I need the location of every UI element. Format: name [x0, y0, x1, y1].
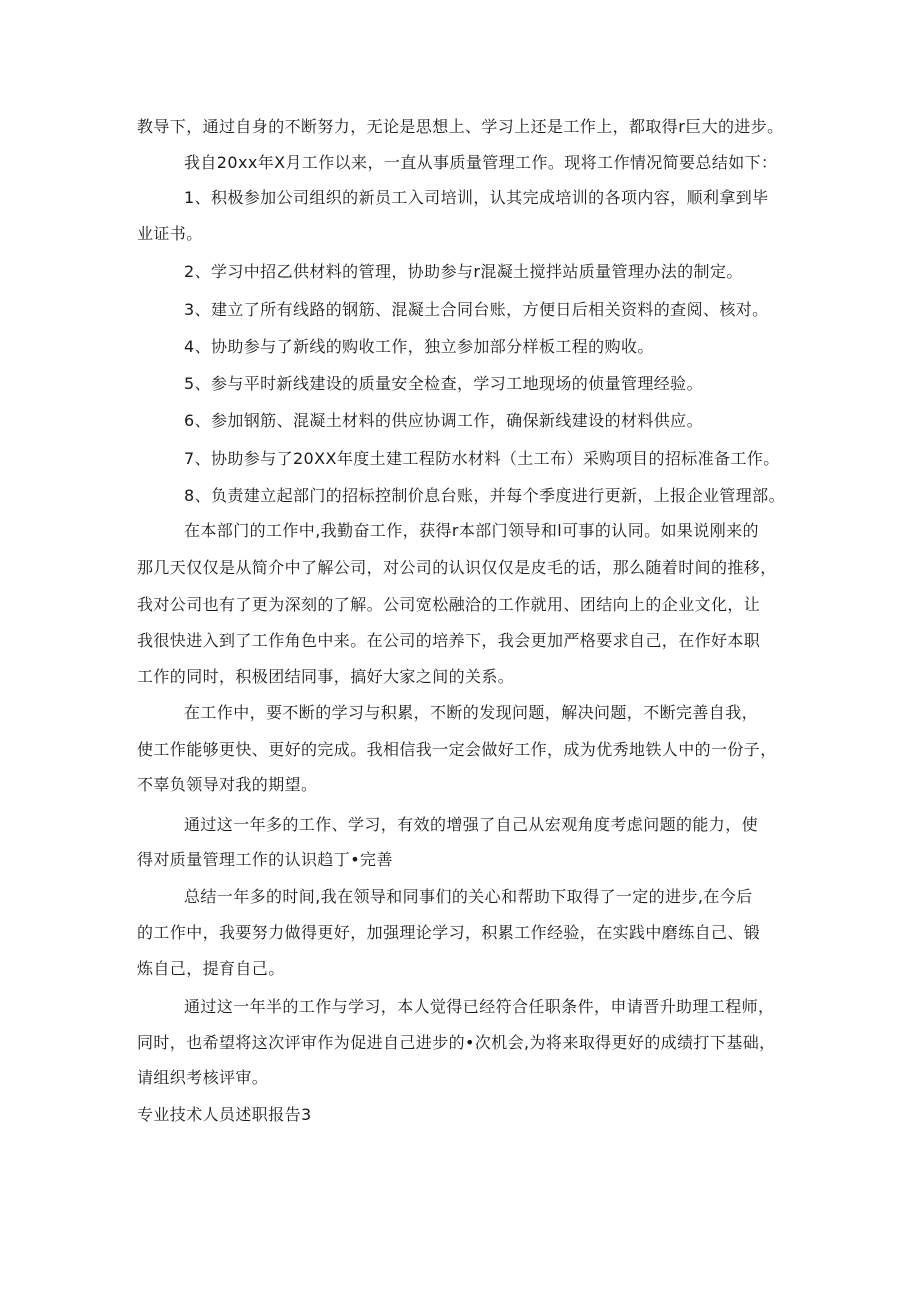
text-line: 2、学习中招乙供材料的管理，协助参与r混凝土搅拌站质量管理办法的制定。 — [184, 262, 743, 281]
text-line: 通过这一年半的工作与学习，本人觉得已经符合任职条件，申请晋升助理工程师， — [184, 997, 775, 1016]
text-line: 在本部门的工作中,我勤奋工作，获得r本部门领导和l可事的认同。如果说刚来的 — [184, 521, 759, 540]
text-line: 同时，也希望将这次评审作为促进自己进步的•次机会,为将来取得更好的成绩打下基础， — [137, 1033, 776, 1052]
text-line: 1、积极参加公司组织的新员工入司培训，认其完成培训的各项内容，顺利拿到毕 — [184, 188, 769, 207]
text-line: 6、参加钢筋、混凝土材料的供应协调工作，确保新线建设的材料供应。 — [184, 411, 703, 430]
text-line: 业证书。 — [137, 224, 203, 243]
text-line: 7、协助参与了20XX年度土建工程防水材料（土工布）采购项目的招标准备工作。 — [184, 449, 780, 468]
text-line: 8、负责建立起部门的招标控制价息台账，并每个季度进行更新，上报企业管理部。 — [184, 486, 785, 505]
text-line: 那几天仅仅是从简介中了解公司，对公司的认识仅仅是皮毛的话，那么随着时间的推移， — [137, 558, 777, 577]
text-line: 总结一年多的时间,我在领导和同事们的关心和帮助下取得了一定的进步,在今后 — [184, 887, 753, 906]
text-line: 我自20xx年X月工作以来，一直从事质量管理工作。现将工作情况简要总结如下： — [184, 153, 778, 172]
section-heading: 专业技术人员述职报告3 — [137, 1105, 312, 1124]
text-line: 教导下，通过自身的不断努力，无论是思想上、学习上还是工作上，都取得r巨大的进步。 — [137, 117, 784, 136]
text-line: 3、建立了所有线路的钢筋、混凝土合同台账，方便日后相关资料的查阅、核对。 — [184, 300, 769, 319]
text-line: 的工作中，我要努力做得更好，加强理论学习，积累工作经验，在实践中磨练自己、锻 — [137, 923, 761, 942]
text-line: 在工作中，要不断的学习与积累，不断的发现问题，解决问题，不断完善自我， — [184, 703, 759, 722]
text-line: 得对质量管理工作的认识趋丁•完善 — [137, 850, 393, 869]
text-line: 使工作能够更快、更好的完成。我相信我一定会做好工作，成为优秀地铁人中的一份子， — [137, 740, 777, 759]
text-line: 通过这一年多的工作、学习，有效的增强了自己从宏观角度考虑问题的能力，使 — [184, 815, 759, 834]
text-line: 4、协助参与了新线的购收工作，独立参加部分样板工程的购收。 — [184, 337, 654, 356]
text-line: 我对公司也有了更为深刻的了解。公司宽松融洽的工作就用、团结向上的企业文化，让 — [137, 595, 761, 614]
text-line: 5、参与平时新线建设的质量安全检查，学习工地现场的侦量管理经验。 — [184, 374, 703, 393]
text-line: 请组织考核评审。 — [137, 1068, 269, 1087]
text-line: 炼自己，提育自己。 — [137, 959, 285, 978]
text-line: 工作的同时，积极团结同事，搞好大家之间的关系。 — [137, 667, 515, 686]
text-line: 我很快进入到了工作角色中来。在公司的培养下，我会更加严格要求自己，在作好本职 — [137, 631, 761, 650]
text-line: 不辜负领导对我的期望。 — [137, 775, 318, 794]
